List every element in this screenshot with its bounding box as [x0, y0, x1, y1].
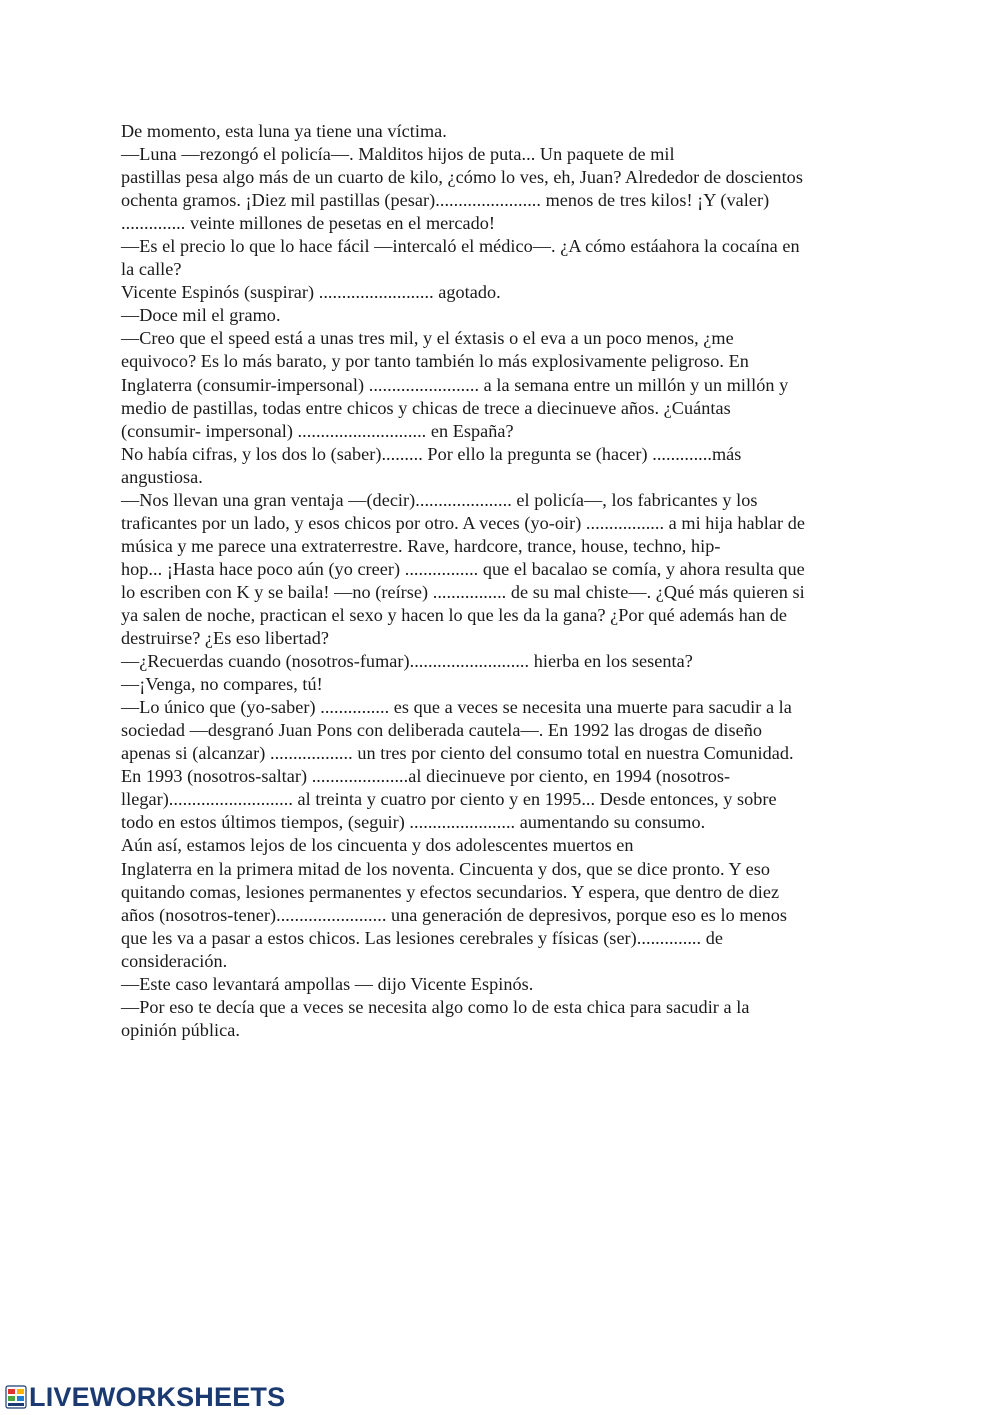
liveworksheets-logo[interactable] [5, 1380, 285, 1414]
text-line: apenas si (alcanzar) .................. un tres por ciento del consumo total en nuestra Comunidad. [121, 743, 794, 764]
text-line: .............. veinte millones de pesetas en el mercado! [121, 213, 496, 234]
text-line: Inglaterra (consumir-impersonal) ........................ a la semana entre un millón y un millón y [121, 374, 789, 395]
text-line: quitando comas, lesiones permanentes y efectos secundarios. Y espera, que dentro de diez [121, 881, 780, 902]
logo-wordmark: LIVEWORKSHEETS [29, 1381, 286, 1412]
liveworksheets-logo-icon [5, 1384, 27, 1410]
text-line: medio de pastillas, todas entre chicos y chicas de trece a diecinueve años. ¿Cuántas [121, 397, 731, 418]
text-line: (consumir- impersonal) ............................ en España? [121, 420, 514, 441]
document-text [121, 120, 881, 1042]
text-line: la calle? [121, 259, 182, 280]
text-line: música y me parece una extraterrestre. Rave, hardcore, trance, house, techno, hip- [121, 535, 721, 556]
text-line: —Es el precio lo que lo hace fácil —intercaló el médico—. ¿A cómo estáahora la cocaína en [121, 236, 800, 257]
text-line: Inglaterra en la primera mitad de los noventa. Cincuenta y dos, que se dice pronto. Y eso [121, 858, 771, 879]
text-line: traficantes por un lado, y esos chicos por otro. A veces (yo-oir) ................. a mi hija hablar de [121, 512, 805, 533]
text-line: Vicente Espinós (suspirar) ......................... agotado. [121, 282, 501, 303]
text-line: Aún así, estamos lejos de los cincuenta y dos adolescentes muertos en [121, 835, 634, 856]
text-line: —Lo único que (yo-saber) ............... es que a veces se necesita una muerte para sacudir a la [121, 697, 792, 718]
text-line: —Luna —rezongó el policía—. Malditos hijos de puta... Un paquete de mil [121, 144, 675, 165]
text-line: todo en estos últimos tiempos, (seguir) ....................... aumentando su consumo. [121, 812, 706, 833]
text-line: lo escriben con K y se baila! —no (reírse) ................ de su mal chiste—. ¿Qué más quieren si [121, 581, 805, 602]
text-line: angustiosa. [121, 466, 203, 487]
text-line: De momento, esta luna ya tiene una víctima. [121, 121, 447, 141]
text-line: sociedad —desgranó Juan Pons con deliberada cautela—. En 1992 las drogas de diseño [121, 720, 762, 741]
text-line: años (nosotros-tener)........................ una generación de depresivos, porque eso es lo menos [121, 904, 788, 925]
text-line: —¡Venga, no compares, tú! [121, 674, 323, 695]
text-line: —Creo que el speed está a unas tres mil, y el éxtasis o el eva a un poco menos, ¿me [121, 328, 734, 349]
text-line: consideración. [121, 950, 228, 971]
text-line: que les va a pasar a estos chicos. Las lesiones cerebrales y físicas (ser).............. de [121, 927, 723, 948]
text-line: —Nos llevan una gran ventaja —(decir)..................... el policía—, los fabricantes y los [121, 489, 758, 510]
text-line: En 1993 (nosotros-saltar) .....................al diecinueve por ciento, en 1994 (nosotros- [121, 766, 731, 787]
text-line: —Este caso levantará ampollas — dijo Vicente Espinós. [121, 973, 534, 994]
text-line: llegar)........................... al treinta y cuatro por ciento y en 1995... Desde entonces, y sobre [121, 789, 777, 810]
text-line: No había cifras, y los dos lo (saber)......... Por ello la pregunta se (hacer) .............más [121, 443, 742, 464]
text-line: —Doce mil el gramo. [121, 305, 281, 326]
text-line: —Por eso te decía que a veces se necesita algo como lo de esta chica para sacudir a la [121, 996, 750, 1017]
text-line: equivoco? Es lo más barato, y por tanto también lo más explosivamente peligroso. En [121, 351, 749, 372]
text-line: hop... ¡Hasta hace poco aún (yo creer) ................ que el bacalao se comía, y ahora resulta que [121, 558, 805, 579]
text-line: ochenta gramos. ¡Diez mil pastillas (pesar)....................... menos de tres kilos! ¡Y (valer) [121, 190, 770, 211]
text-line: pastillas pesa algo más de un cuarto de kilo, ¿cómo lo ves, eh, Juan? Alrededor de doscientos [121, 167, 803, 188]
text-line: —¿Recuerdas cuando (nosotros-fumar).......................... hierba en los sesenta? [121, 651, 693, 672]
text-line: destruirse? ¿Es eso libertad? [121, 628, 329, 649]
text-line: ya salen de noche, practican el sexo y hacen lo que les da la gana? ¿Por qué además han de [121, 604, 788, 625]
text-line: opinión pública. [121, 1019, 241, 1040]
